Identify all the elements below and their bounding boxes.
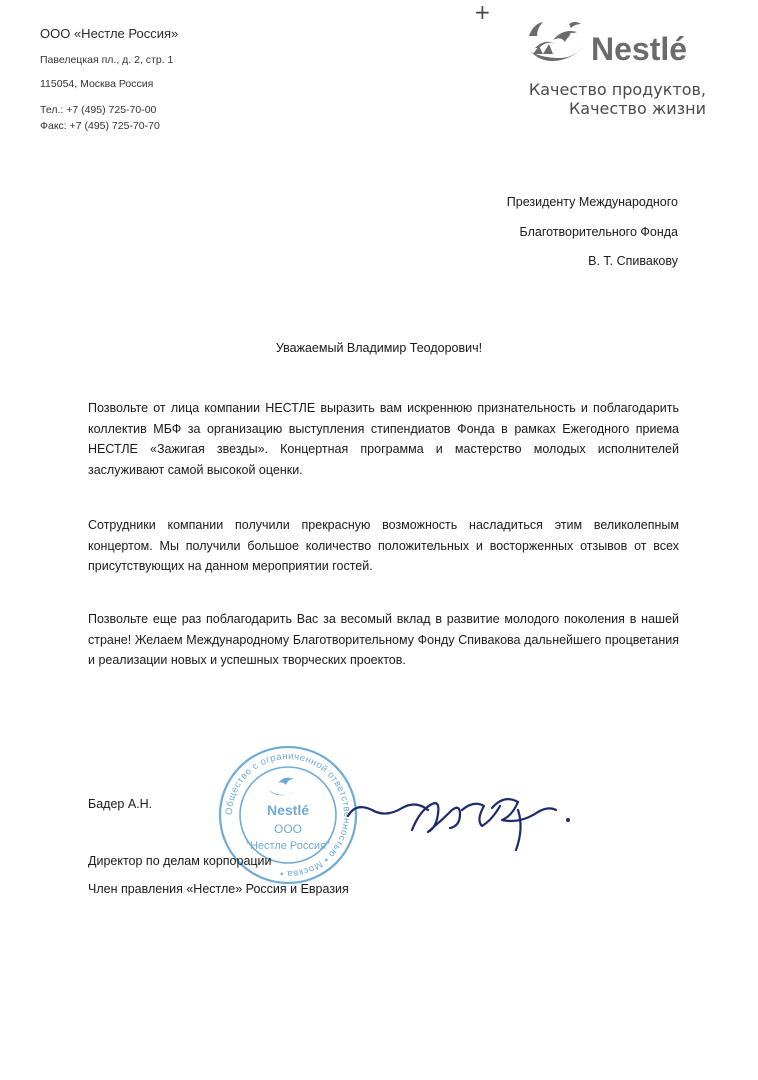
sender-phone: Тел.: +7 (495) 725-70-00	[40, 104, 157, 116]
addressee-line3: В. Т. Спивакову	[588, 254, 678, 268]
logo-brand: Nestlé	[591, 31, 688, 67]
bird-nest-logo-icon	[529, 22, 583, 61]
nestle-logo	[525, 18, 715, 78]
body-paragraph-2: Сотрудники компании получили прекрасную возможность насладиться этим великолепным концертом. Мы получили большое количество положительных и восторженных отзывов от всех присутствующих на данном мероприятии гостей.	[88, 518, 679, 573]
body-paragraph-3: Позвольте еще раз поблагодарить Вас за весомый вклад в развитие молодого поколения в нашей стране! Желаем Международному Благотворительному Фонду Спивакова дальнейшего процветания и реализации новых и успешных творческих проектов.	[88, 612, 679, 667]
stamp-text-line2: "Нестле Россия"	[246, 840, 330, 852]
stamp-text-line1: ООО	[273, 822, 303, 836]
sender-address-line2: 115054, Москва Россия	[40, 78, 154, 90]
salutation: Уважаемый Владимир Теодорович!	[275, 341, 483, 355]
sender-company-name: ООО «Нестле Россия»	[40, 26, 179, 41]
stamp-brand: Nestlé	[266, 802, 310, 818]
sender-address-line1: Павелецкая пл., д. 2, стр. 1	[40, 54, 174, 66]
signatory-title-line2: Член правления «Нестле» Россия и Евразия	[88, 882, 349, 896]
logo-tagline-line2: Качество жизни	[568, 99, 706, 118]
stamp-ring-text: Общество с ограниченной ответственностью • Москва •	[223, 750, 353, 880]
handwritten-signature-icon	[342, 780, 582, 858]
body-paragraph-1: Позвольте от лица компании НЕСТЛЕ выразить вам искреннюю признательность и поблагодарить коллектив МБФ за организацию выступления стипендиатов Фонда в рамках Ежегодного приема НЕСТЛЕ «Зажигая звезды». Концертная программа и мастерство молодых исполнителей заслуживают самой высокой оценки.	[88, 401, 679, 477]
signatory-title-line1: Директор по делам корпорации	[88, 854, 272, 868]
addressee-line2: Благотворительного Фонда	[519, 225, 678, 239]
addressee-line1: Президенту Международного	[506, 195, 678, 209]
handwritten-plus-mark: +	[474, 0, 491, 24]
logo-tagline-line1: Качество продуктов,	[528, 80, 706, 99]
signatory-name: Бадер А.Н.	[88, 797, 153, 811]
sender-fax: Факс: +7 (495) 725-70-70	[40, 120, 160, 132]
